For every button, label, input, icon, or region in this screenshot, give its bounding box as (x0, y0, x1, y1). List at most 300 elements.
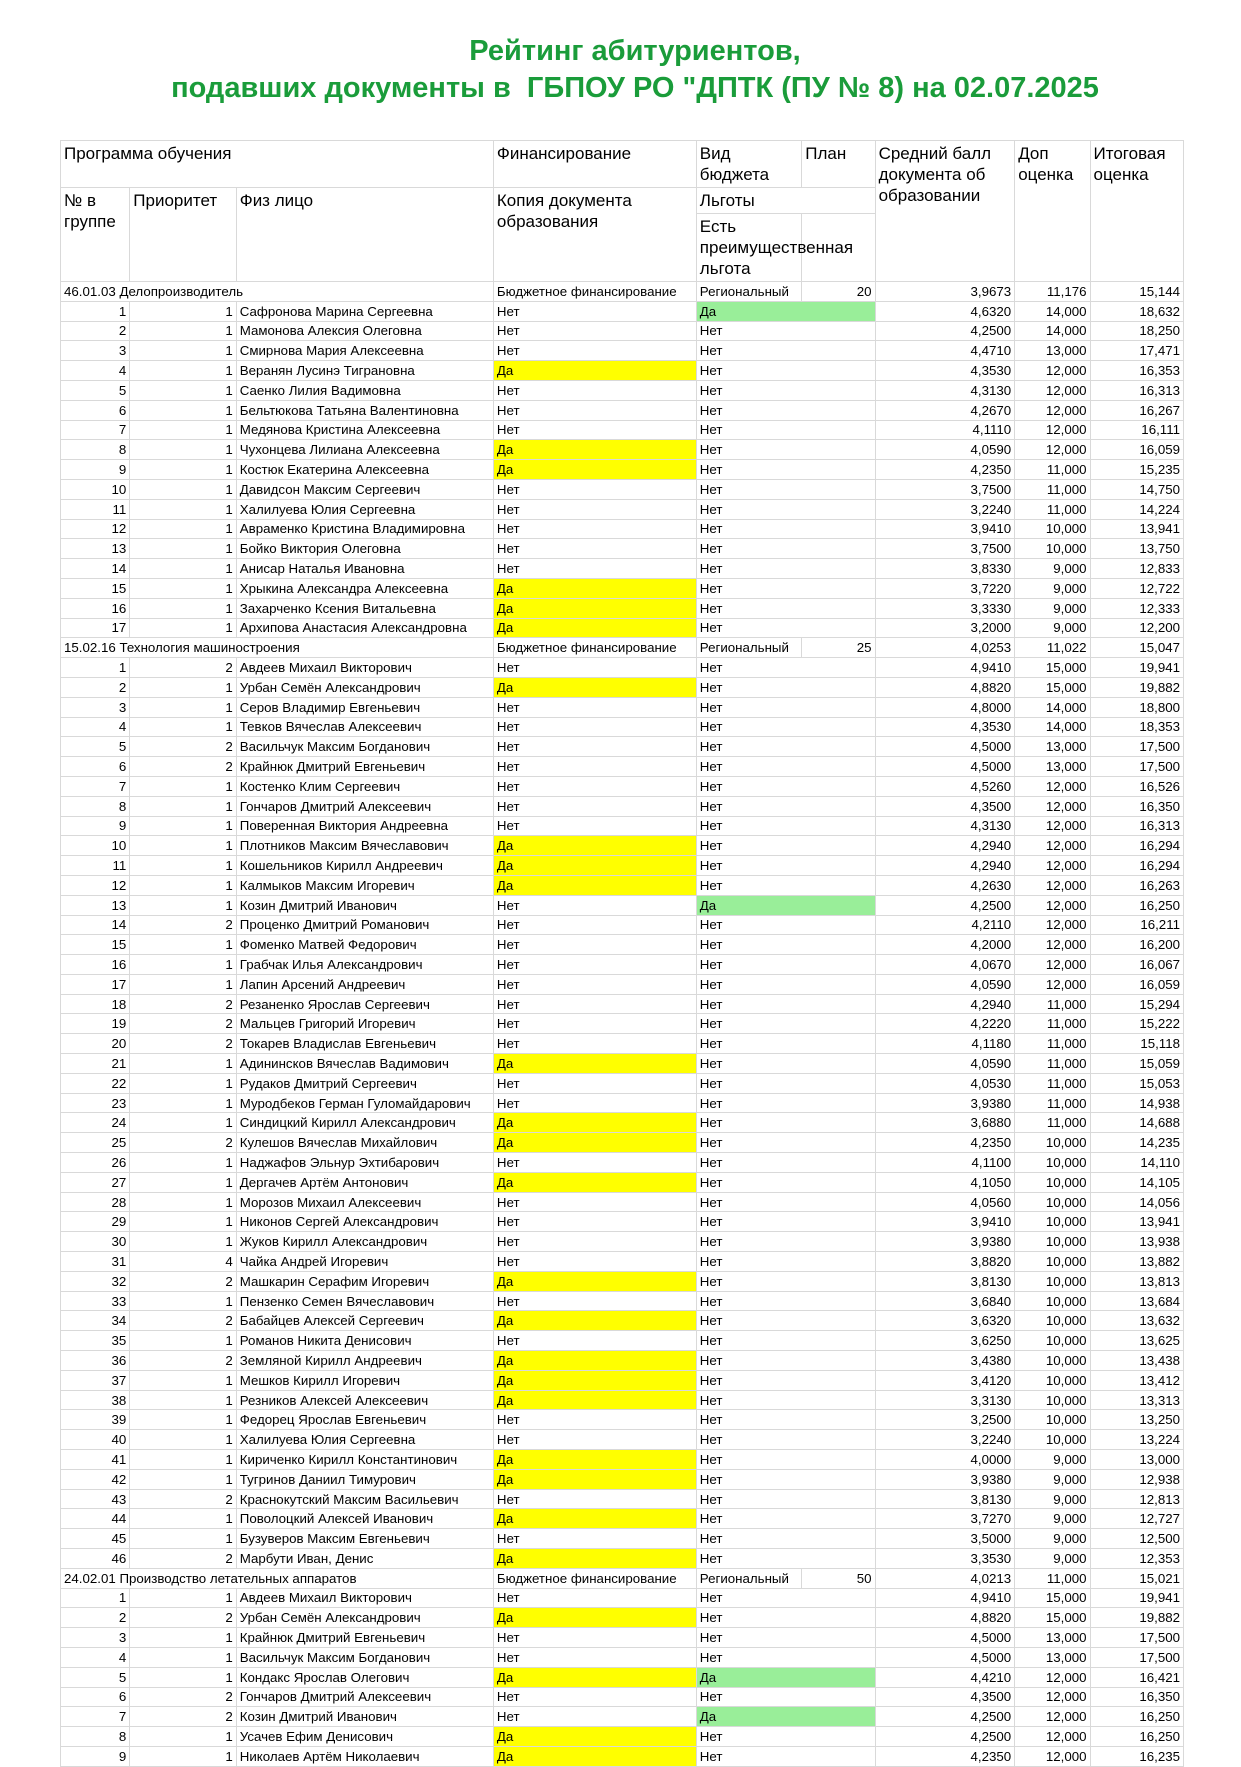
row-avg: 4,5000 (875, 737, 1015, 757)
row-priority: 1 (130, 717, 236, 737)
row-total: 18,632 (1090, 301, 1183, 321)
row-num: 2 (61, 677, 130, 697)
table-row (61, 460, 1184, 480)
row-extra: 15,000 (1015, 677, 1090, 697)
row-priority: 1 (130, 1667, 236, 1687)
row-num: 2 (61, 321, 130, 341)
row-num: 43 (61, 1489, 130, 1509)
row-total: 12,722 (1090, 578, 1183, 598)
row-person: Костенко Клим Сергеевич (236, 776, 493, 796)
table-row (61, 420, 1184, 440)
row-total: 12,727 (1090, 1509, 1183, 1529)
row-extra: 12,000 (1015, 796, 1090, 816)
row-priority: 1 (130, 697, 236, 717)
row-person: Костюк Екатерина Алексеевна (236, 460, 493, 480)
row-copy: Нет (493, 1192, 696, 1212)
row-copy: Да (493, 856, 696, 876)
row-priority: 1 (130, 1212, 236, 1232)
row-total: 13,625 (1090, 1331, 1183, 1351)
row-num: 6 (61, 757, 130, 777)
row-num: 3 (61, 341, 130, 361)
row-num: 26 (61, 1153, 130, 1173)
row-total: 12,200 (1090, 618, 1183, 638)
table-row (61, 301, 1184, 321)
row-pref: Нет (696, 935, 875, 955)
row-extra: 11,000 (1015, 479, 1090, 499)
row-pref: Нет (696, 875, 875, 895)
row-priority: 1 (130, 618, 236, 638)
row-priority: 1 (130, 955, 236, 975)
row-priority: 1 (130, 1192, 236, 1212)
row-priority: 1 (130, 460, 236, 480)
row-num: 4 (61, 1647, 130, 1667)
row-copy: Да (493, 1727, 696, 1747)
row-person: Мешков Кирилл Игоревич (236, 1370, 493, 1390)
row-copy: Нет (493, 1034, 696, 1054)
row-copy: Нет (493, 1153, 696, 1173)
row-copy: Нет (493, 400, 696, 420)
row-pref: Нет (696, 1113, 875, 1133)
row-total: 12,833 (1090, 559, 1183, 579)
row-pref: Нет (696, 1588, 875, 1608)
row-extra: 12,000 (1015, 915, 1090, 935)
row-priority: 1 (130, 578, 236, 598)
row-avg: 4,3530 (875, 361, 1015, 381)
row-person: Крайнюк Дмитрий Евгеньевич (236, 757, 493, 777)
row-total: 14,938 (1090, 1093, 1183, 1113)
row-priority: 1 (130, 559, 236, 579)
row-total: 19,882 (1090, 1608, 1183, 1628)
group-row (61, 638, 1184, 658)
row-copy: Нет (493, 420, 696, 440)
row-total: 13,438 (1090, 1351, 1183, 1371)
row-num: 3 (61, 697, 130, 717)
row-total: 13,632 (1090, 1311, 1183, 1331)
row-pref: Нет (696, 1687, 875, 1707)
row-extra: 10,000 (1015, 1133, 1090, 1153)
row-total: 15,222 (1090, 1014, 1183, 1034)
row-pref: Нет (696, 1746, 875, 1766)
row-num: 38 (61, 1390, 130, 1410)
table-row (61, 1311, 1184, 1331)
row-priority: 2 (130, 1351, 236, 1371)
row-num: 46 (61, 1549, 130, 1569)
header-priority: Приоритет (130, 188, 236, 282)
group-avg: 3,9673 (875, 282, 1015, 302)
row-total: 17,500 (1090, 737, 1183, 757)
row-total: 14,235 (1090, 1133, 1183, 1153)
row-person: Романов Никита Денисович (236, 1331, 493, 1351)
row-extra: 11,000 (1015, 1073, 1090, 1093)
row-extra: 13,000 (1015, 737, 1090, 757)
row-total: 16,235 (1090, 1746, 1183, 1766)
row-total: 16,200 (1090, 935, 1183, 955)
row-copy: Нет (493, 994, 696, 1014)
row-avg: 4,2350 (875, 1746, 1015, 1766)
row-num: 23 (61, 1093, 130, 1113)
row-num: 1 (61, 658, 130, 678)
row-total: 15,294 (1090, 994, 1183, 1014)
header-plan: План (802, 141, 875, 188)
row-pref: Нет (696, 499, 875, 519)
row-total: 16,263 (1090, 875, 1183, 895)
group-extra: 11,176 (1015, 282, 1090, 302)
row-num: 45 (61, 1529, 130, 1549)
row-extra: 13,000 (1015, 1628, 1090, 1648)
table-row (61, 1667, 1184, 1687)
table-row (61, 361, 1184, 381)
row-pref: Нет (696, 1054, 875, 1074)
row-person: Токарев Владислав Евгеньевич (236, 1034, 493, 1054)
row-person: Поверенная Виктория Андреевна (236, 816, 493, 836)
row-pref: Нет (696, 1172, 875, 1192)
row-pref: Нет (696, 1271, 875, 1291)
row-pref: Нет (696, 1252, 875, 1272)
row-extra: 11,000 (1015, 1014, 1090, 1034)
row-priority: 1 (130, 361, 236, 381)
row-total: 12,333 (1090, 598, 1183, 618)
row-total: 13,684 (1090, 1291, 1183, 1311)
row-num: 35 (61, 1331, 130, 1351)
header-num: № в группе (61, 188, 130, 282)
table-row (61, 578, 1184, 598)
table-row (61, 1549, 1184, 1569)
row-pref: Нет (696, 380, 875, 400)
table-row (61, 1054, 1184, 1074)
row-num: 13 (61, 539, 130, 559)
row-extra: 10,000 (1015, 1311, 1090, 1331)
row-extra: 13,000 (1015, 757, 1090, 777)
row-total: 19,941 (1090, 1588, 1183, 1608)
header-person: Физ лицо (236, 188, 493, 282)
row-person: Кириченко Кирилл Константинович (236, 1450, 493, 1470)
group-avg: 4,0253 (875, 638, 1015, 658)
row-priority: 1 (130, 440, 236, 460)
row-priority: 1 (130, 1529, 236, 1549)
row-num: 13 (61, 895, 130, 915)
row-pref: Нет (696, 1430, 875, 1450)
row-avg: 4,1110 (875, 420, 1015, 440)
table-row (61, 1647, 1184, 1667)
row-copy: Нет (493, 697, 696, 717)
row-person: Федорец Ярослав Евгеньевич (236, 1410, 493, 1430)
row-priority: 1 (130, 1647, 236, 1667)
group-budget: Региональный (696, 638, 801, 658)
row-priority: 1 (130, 1073, 236, 1093)
row-avg: 3,4380 (875, 1351, 1015, 1371)
row-total: 16,250 (1090, 1727, 1183, 1747)
row-num: 1 (61, 1588, 130, 1608)
row-total: 12,500 (1090, 1529, 1183, 1549)
row-copy: Нет (493, 1291, 696, 1311)
table-row (61, 1628, 1184, 1648)
row-total: 12,353 (1090, 1549, 1183, 1569)
row-num: 1 (61, 301, 130, 321)
row-total: 13,813 (1090, 1271, 1183, 1291)
row-num: 36 (61, 1351, 130, 1371)
row-total: 14,688 (1090, 1113, 1183, 1133)
row-total: 19,941 (1090, 658, 1183, 678)
table-row (61, 618, 1184, 638)
row-total: 14,105 (1090, 1172, 1183, 1192)
table-row (61, 1153, 1184, 1173)
row-person: Авдеев Михаил Викторович (236, 658, 493, 678)
table-row (61, 974, 1184, 994)
row-person: Проценко Дмитрий Романович (236, 915, 493, 935)
table-row (61, 994, 1184, 1014)
row-avg: 3,8330 (875, 559, 1015, 579)
row-copy: Нет (493, 1073, 696, 1093)
row-copy: Нет (493, 1489, 696, 1509)
row-person: Козин Дмитрий Иванович (236, 1707, 493, 1727)
row-avg: 4,0590 (875, 1054, 1015, 1074)
row-priority: 1 (130, 341, 236, 361)
group-name: 24.02.01 Производство летательных аппаратов (61, 1568, 494, 1588)
row-num: 42 (61, 1469, 130, 1489)
row-extra: 10,000 (1015, 1331, 1090, 1351)
row-num: 14 (61, 915, 130, 935)
row-pref: Нет (696, 677, 875, 697)
row-person: Усачев Ефим Денисович (236, 1727, 493, 1747)
row-extra: 12,000 (1015, 1727, 1090, 1747)
row-num: 40 (61, 1430, 130, 1450)
row-avg: 4,9410 (875, 1588, 1015, 1608)
row-pref: Нет (696, 816, 875, 836)
row-person: Мальцев Григорий Игоревич (236, 1014, 493, 1034)
row-avg: 4,3500 (875, 1687, 1015, 1707)
row-pref: Нет (696, 598, 875, 618)
row-person: Авдеев Михаил Викторович (236, 1588, 493, 1608)
row-person: Архипова Анастасия Александровна (236, 618, 493, 638)
row-avg: 4,2500 (875, 895, 1015, 915)
table-row (61, 895, 1184, 915)
row-avg: 4,8820 (875, 677, 1015, 697)
row-priority: 2 (130, 915, 236, 935)
row-pref: Нет (696, 1311, 875, 1331)
row-num: 19 (61, 1014, 130, 1034)
row-num: 12 (61, 519, 130, 539)
table-row (61, 380, 1184, 400)
row-pref: Нет (696, 737, 875, 757)
row-avg: 4,2670 (875, 400, 1015, 420)
row-priority: 1 (130, 816, 236, 836)
table-row (61, 1291, 1184, 1311)
row-person: Морозов Михаил Алексеевич (236, 1192, 493, 1212)
row-person: Марбути Иван, Денис (236, 1549, 493, 1569)
row-extra: 15,000 (1015, 658, 1090, 678)
row-avg: 4,2940 (875, 836, 1015, 856)
row-extra: 12,000 (1015, 836, 1090, 856)
row-avg: 4,2500 (875, 1707, 1015, 1727)
row-person: Веранян Лусинэ Тиграновна (236, 361, 493, 381)
table-row (61, 1093, 1184, 1113)
row-extra: 9,000 (1015, 1509, 1090, 1529)
row-total: 16,294 (1090, 836, 1183, 856)
row-copy: Нет (493, 1529, 696, 1549)
row-extra: 15,000 (1015, 1608, 1090, 1628)
row-num: 10 (61, 836, 130, 856)
row-person: Халилуева Юлия Сергеевна (236, 499, 493, 519)
row-avg: 4,1100 (875, 1153, 1015, 1173)
group-financing: Бюджетное финансирование (493, 282, 696, 302)
group-financing: Бюджетное финансирование (493, 638, 696, 658)
row-extra: 15,000 (1015, 1588, 1090, 1608)
row-total: 16,111 (1090, 420, 1183, 440)
row-avg: 4,3130 (875, 380, 1015, 400)
row-copy: Да (493, 440, 696, 460)
row-avg: 4,2220 (875, 1014, 1015, 1034)
row-person: Васильчук Максим Богданович (236, 1647, 493, 1667)
row-person: Синдицкий Кирилл Александрович (236, 1113, 493, 1133)
row-priority: 1 (130, 1153, 236, 1173)
row-total: 16,313 (1090, 380, 1183, 400)
row-total: 19,882 (1090, 677, 1183, 697)
row-num: 37 (61, 1370, 130, 1390)
row-avg: 4,2500 (875, 321, 1015, 341)
row-person: Захарченко Ксения Витальевна (236, 598, 493, 618)
row-avg: 3,7220 (875, 578, 1015, 598)
row-extra: 10,000 (1015, 1153, 1090, 1173)
row-avg: 4,1180 (875, 1034, 1015, 1054)
table-row (61, 559, 1184, 579)
row-person: Машкарин Серафим Игоревич (236, 1271, 493, 1291)
row-priority: 1 (130, 539, 236, 559)
table-body (61, 141, 1184, 1767)
row-total: 18,250 (1090, 321, 1183, 341)
row-avg: 3,7270 (875, 1509, 1015, 1529)
row-copy: Да (493, 1113, 696, 1133)
row-avg: 4,2350 (875, 1133, 1015, 1153)
row-extra: 9,000 (1015, 1489, 1090, 1509)
table-row (61, 1746, 1184, 1766)
group-financing: Бюджетное финансирование (493, 1568, 696, 1588)
row-person: Николаев Артём Николаевич (236, 1746, 493, 1766)
row-copy: Да (493, 578, 696, 598)
row-copy: Да (493, 1133, 696, 1153)
row-extra: 10,000 (1015, 1370, 1090, 1390)
row-total: 16,294 (1090, 856, 1183, 876)
row-extra: 10,000 (1015, 1192, 1090, 1212)
table-row (61, 915, 1184, 935)
row-person: Краснокутский Максим Васильевич (236, 1489, 493, 1509)
row-total: 14,110 (1090, 1153, 1183, 1173)
row-extra: 14,000 (1015, 321, 1090, 341)
header-budget-type: Вид бюджета (696, 141, 801, 188)
table-row (61, 1252, 1184, 1272)
row-priority: 2 (130, 1311, 236, 1331)
row-pref: Нет (696, 539, 875, 559)
row-avg: 3,8820 (875, 1252, 1015, 1272)
row-num: 5 (61, 1667, 130, 1687)
row-total: 17,500 (1090, 1628, 1183, 1648)
group-row (61, 1568, 1184, 1588)
row-copy: Да (493, 618, 696, 638)
row-priority: 1 (130, 875, 236, 895)
group-plan: 50 (802, 1568, 875, 1588)
row-pref: Нет (696, 836, 875, 856)
row-extra: 10,000 (1015, 1172, 1090, 1192)
row-total: 16,350 (1090, 1687, 1183, 1707)
row-person: Тугринов Даниил Тимурович (236, 1469, 493, 1489)
row-pref: Нет (696, 1034, 875, 1054)
table-row (61, 1390, 1184, 1410)
row-num: 30 (61, 1232, 130, 1252)
row-priority: 1 (130, 499, 236, 519)
row-copy: Нет (493, 499, 696, 519)
row-num: 8 (61, 1727, 130, 1747)
row-num: 12 (61, 875, 130, 895)
row-pref: Нет (696, 955, 875, 975)
row-total: 13,941 (1090, 1212, 1183, 1232)
row-total: 15,235 (1090, 460, 1183, 480)
row-total: 13,250 (1090, 1410, 1183, 1430)
row-extra: 12,000 (1015, 1687, 1090, 1707)
row-avg: 3,2500 (875, 1410, 1015, 1430)
row-pref: Нет (696, 1549, 875, 1569)
row-num: 7 (61, 776, 130, 796)
table-row (61, 440, 1184, 460)
row-priority: 1 (130, 1469, 236, 1489)
row-priority: 1 (130, 321, 236, 341)
row-total: 16,267 (1090, 400, 1183, 420)
row-num: 11 (61, 499, 130, 519)
row-priority: 1 (130, 1450, 236, 1470)
row-priority: 2 (130, 1489, 236, 1509)
row-extra: 12,000 (1015, 380, 1090, 400)
row-priority: 1 (130, 1746, 236, 1766)
row-pref: Нет (696, 1351, 875, 1371)
header-benefits: Льготы (696, 188, 875, 214)
row-priority: 1 (130, 1054, 236, 1074)
row-total: 17,500 (1090, 757, 1183, 777)
row-num: 17 (61, 974, 130, 994)
row-person: Козин Дмитрий Иванович (236, 895, 493, 915)
rating-table (60, 140, 1184, 1767)
row-extra: 11,000 (1015, 994, 1090, 1014)
row-copy: Да (493, 598, 696, 618)
row-pref: Нет (696, 717, 875, 737)
row-extra: 9,000 (1015, 618, 1090, 638)
row-avg: 3,9410 (875, 519, 1015, 539)
page-title (60, 33, 1210, 107)
row-total: 16,313 (1090, 816, 1183, 836)
row-avg: 4,2940 (875, 856, 1015, 876)
row-person: Медянова Кристина Алексеевна (236, 420, 493, 440)
table-row (61, 836, 1184, 856)
table-row (61, 717, 1184, 737)
row-priority: 1 (130, 1113, 236, 1133)
group-name: 15.02.16 Технология машиностроения (61, 638, 494, 658)
row-total: 13,750 (1090, 539, 1183, 559)
row-copy: Нет (493, 1410, 696, 1430)
row-priority: 1 (130, 380, 236, 400)
row-person: Давидсон Максим Сергеевич (236, 479, 493, 499)
row-pref: Нет (696, 1647, 875, 1667)
row-extra: 12,000 (1015, 895, 1090, 915)
row-num: 44 (61, 1509, 130, 1529)
row-pref: Нет (696, 341, 875, 361)
row-person: Плотников Максим Вячеславович (236, 836, 493, 856)
row-avg: 3,6840 (875, 1291, 1015, 1311)
row-copy: Нет (493, 737, 696, 757)
row-copy: Нет (493, 1588, 696, 1608)
row-total: 14,750 (1090, 479, 1183, 499)
row-num: 7 (61, 1707, 130, 1727)
row-num: 34 (61, 1311, 130, 1331)
row-num: 28 (61, 1192, 130, 1212)
row-total: 14,056 (1090, 1192, 1183, 1212)
row-avg: 3,8130 (875, 1489, 1015, 1509)
